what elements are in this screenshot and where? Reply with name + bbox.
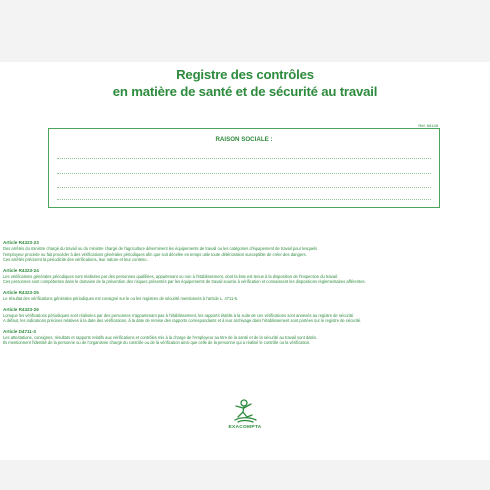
article-title: Article R4323-25 <box>3 289 39 295</box>
reference-number: Réf. 66148 <box>418 123 438 128</box>
company-name-line[interactable] <box>57 187 431 188</box>
article-r4323-26 <box>3 307 488 324</box>
title-line-2: en matière de santé et de sécurité au travail <box>112 84 378 99</box>
company-name-line[interactable] <box>57 199 431 200</box>
article-d4711-3 <box>3 329 488 346</box>
article-title: Article D4711-3 <box>3 328 36 334</box>
figure-logo-icon <box>230 398 260 424</box>
article-text: Ils mentionnent l'identité de la personne ou de l'organisme chargé du contrôle ou de la vérification ainsi que celle de la personne qui a réalisé le contrôle ou la vérification. <box>3 340 311 346</box>
article-title: Article R4323-24 <box>3 267 39 273</box>
article-text: l'employeur procède ou fait procéder à des vérifications générales périodiques afin que soit décelée en temps utile toute détérioration susceptible de créer des dangers. <box>3 251 307 257</box>
article-text: Ces arrêtés précisent la périodicité des vérifications, leur nature et leur contenu. <box>3 257 148 263</box>
company-name-label: RAISON SOCIALE : <box>215 136 273 143</box>
page-title <box>0 66 490 100</box>
article-text: Les vérifications générales périodiques sont réalisées par des personnes qualifiées, appartenant ou non à l'établissement, dont la liste est tenue à la disposition de l'inspection du travail. <box>3 273 338 279</box>
article-title: Article R4323-23 <box>3 240 39 245</box>
brand-name: EXACOMPTA <box>228 425 262 430</box>
article-r4323-24 <box>3 268 488 285</box>
exacompta-logo <box>222 398 268 438</box>
article-text: Des arrêtés du ministre chargé du travail ou du ministre chargé de l'agriculture déterminent les équipements de travail ou les catégories d'équipement de travail pour lesquels <box>3 246 318 251</box>
article-text: Le résultat des vérifications générales périodiques est consigné sur le ou les registres de sécurité mentionnés à l'article L. 4711-5. <box>3 295 239 301</box>
legal-articles <box>3 240 488 351</box>
article-text: Ces personnes sont compétentes dans le domaine de la prévention des risques présentés par les équipements de travail soumis à vérification et connaissent les dispositions réglementaires afférentes. <box>3 279 366 285</box>
article-text: Lorsque les vérifications périodiques sont réalisées par des personnes n'appartenant pas à l'établissement, les rapports établis à la suite de ces vérifications sont annexés au registre de sécurité. <box>3 312 355 318</box>
article-r4323-25 <box>3 290 488 302</box>
company-name-line[interactable] <box>57 173 431 174</box>
company-name-line[interactable] <box>57 158 431 159</box>
company-name-box <box>48 128 440 208</box>
article-r4323-23 <box>3 240 488 263</box>
article-text: A défaut, les indications précises relatives à la date des vérifications, à la date de remise des rapports correspondants et à leur archivage dans l'établissement sont portées sur le registre de sécurité. <box>3 318 362 324</box>
register-cover <box>0 62 490 460</box>
title-line-1: Registre des contrôles <box>176 67 314 82</box>
article-text: Les attestations, consignes, résultats et rapports relatifs aux vérifications et contrôles mis à la charge de l'employeur au titre de la santé et de la sécurité au travail sont datés. <box>3 334 318 340</box>
article-title: Article R4323-26 <box>3 306 39 312</box>
